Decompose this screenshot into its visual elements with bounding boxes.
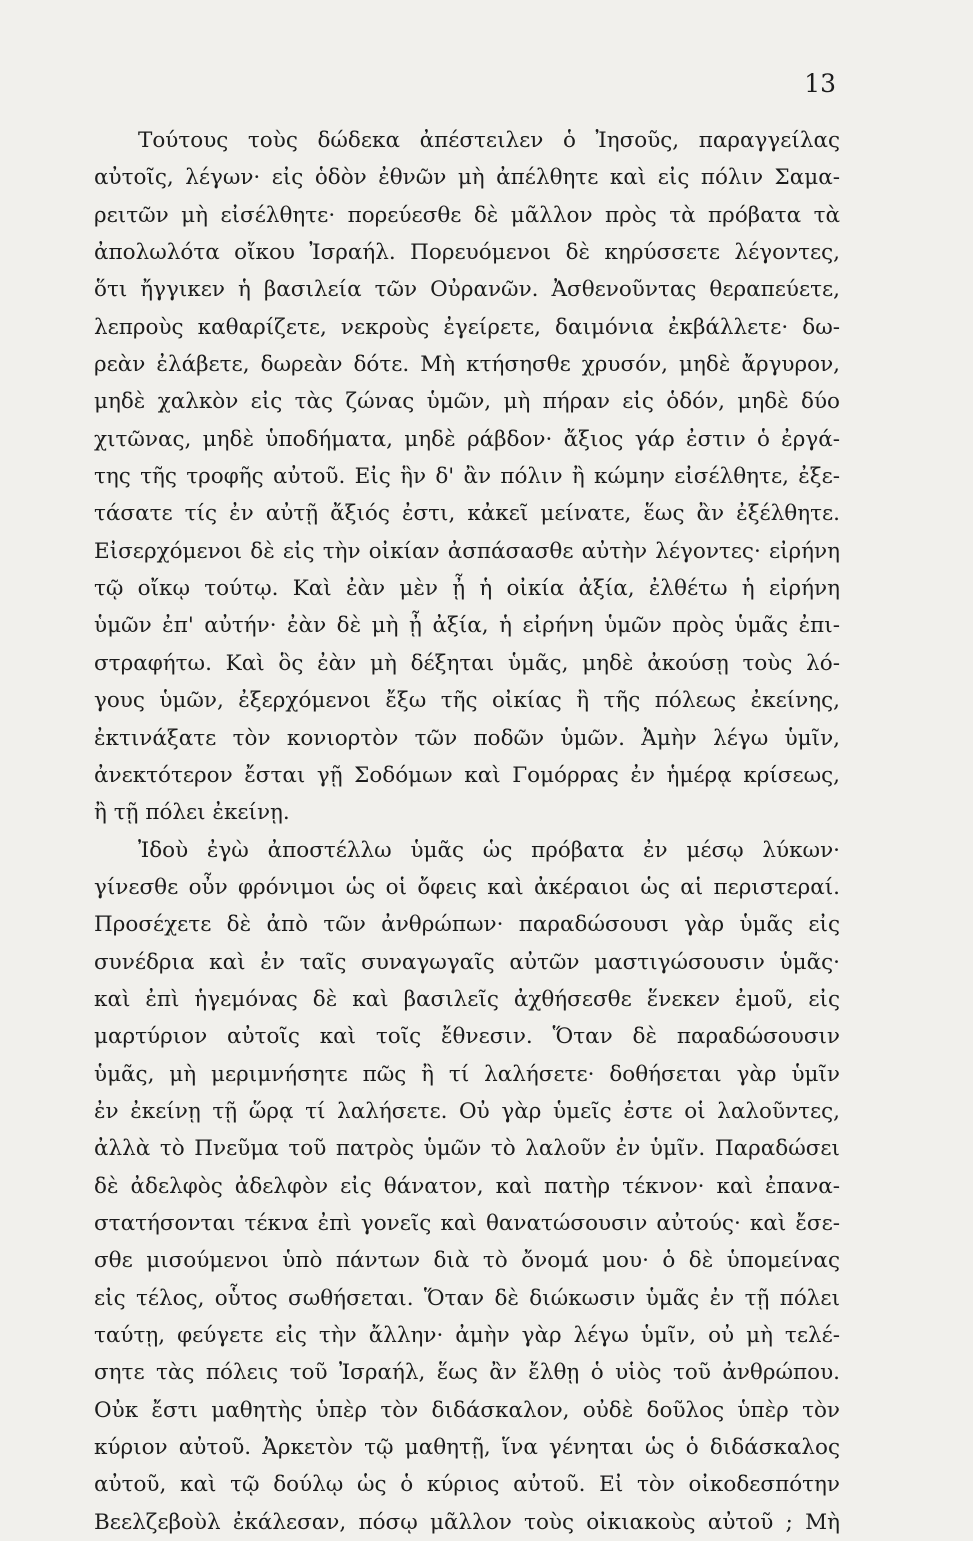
text-line: ὑμῶν ἐπ' αὐτήν· ἐὰν δὲ μὴ ᾖ ἀξία, ἡ εἰρήνη ὑμῶν πρὸς ὑμᾶς ἐπι- xyxy=(94,613,840,639)
text-line: ἐν ἐκείνῃ τῇ ὥρᾳ τί λαλήσετε. Οὐ γὰρ ὑμεῖς ἐστε οἱ λαλοῦντες, xyxy=(94,1098,840,1124)
text-line: μαρτύριον αὐτοῖς καὶ τοῖς ἔθνεσιν. Ὅταν δὲ παραδώσουσιν xyxy=(94,1024,840,1050)
text-line: γους ὑμῶν, ἐξερχόμενοι ἔξω τῆς οἰκίας ἢ τῆς πόλεως ἐκείνης, xyxy=(94,688,840,714)
text-line: στατήσονται τέκνα ἐπὶ γονεῖς καὶ θανατώσουσιν αὐτούς· καὶ ἔσε- xyxy=(94,1210,840,1236)
text-line: αὐτοῖς, λέγων· εἰς ὁδὸν ἐθνῶν μὴ ἀπέλθητε καὶ εἰς πόλιν Σαμα- xyxy=(94,165,840,191)
text-line: λεπροὺς καθαρίζετε, νεκροὺς ἐγείρετε, δαιμόνια ἐκβάλλετε· δω- xyxy=(94,314,840,340)
text-line: ἢ τῇ πόλει ἐκείνῃ. xyxy=(94,800,290,826)
text-line: Βεελζεβοὺλ ἐκάλεσαν, πόσῳ μᾶλλον τοὺς οἰκιακοὺς αὐτοῦ ; Μὴ xyxy=(94,1509,840,1535)
text-line: Οὐκ ἔστι μαθητὴς ὑπὲρ τὸν διδάσκαλον, οὐδὲ δοῦλος ὑπὲρ τὸν xyxy=(94,1397,840,1423)
text-line: τῷ οἴκῳ τούτῳ. Καὶ ἐὰν μὲν ᾖ ἡ οἰκία ἀξία, ἐλθέτω ἡ εἰρήνη xyxy=(94,576,840,602)
text-line: ἀπολωλότα οἴκου Ἰσραήλ. Πορευόμενοι δὲ κηρύσσετε λέγοντες, xyxy=(94,240,840,266)
text-line: Προσέχετε δὲ ἀπὸ τῶν ἀνθρώπων· παραδώσουσι γὰρ ὑμᾶς εἰς xyxy=(94,912,840,938)
text-line: γίνεσθε οὖν φρόνιμοι ὡς οἱ ὄφεις καὶ ἀκέραιοι ὡς αἱ περιστεραί. xyxy=(94,874,840,900)
text-line: ρειτῶν μὴ εἰσέλθητε· πορεύεσθε δὲ μᾶλλον πρὸς τὰ πρόβατα τὰ xyxy=(94,202,840,228)
text-line: καὶ ἐπὶ ἡγεμόνας δὲ καὶ βασιλεῖς ἀχθήσεσθε ἕνεκεν ἐμοῦ, εἰς xyxy=(94,986,840,1012)
text-line: της τῆς τροφῆς αὐτοῦ. Εἰς ἣν δ' ἂν πόλιν ἢ κώμην εἰσέλθητε, ἐξε- xyxy=(94,464,840,490)
text-line: αὐτοῦ, καὶ τῷ δούλῳ ὡς ὁ κύριος αὐτοῦ. Εἰ τὸν οἰκοδεσπότην xyxy=(94,1472,840,1498)
page-text xyxy=(94,122,840,1541)
text-line: σθε μισούμενοι ὑπὸ πάντων διὰ τὸ ὄνομά μου· ὁ δὲ ὑπομείνας xyxy=(94,1248,840,1274)
text-line: εἰς τέλος, οὗτος σωθήσεται. Ὅταν δὲ διώκωσιν ὑμᾶς ἐν τῇ πόλει xyxy=(94,1285,840,1311)
text-line: ρεὰν ἐλάβετε, δωρεὰν δότε. Μὴ κτήσησθε χρυσόν, μηδὲ ἄργυρον, xyxy=(94,352,840,378)
text-line: ὅτι ἤγγικεν ἡ βασιλεία τῶν Οὐρανῶν. Ἀσθενοῦντας θεραπεύετε, xyxy=(94,277,840,303)
text-line: ταύτῃ, φεύγετε εἰς τὴν ἄλλην· ἀμὴν γὰρ λέγω ὑμῖν, οὐ μὴ τελέ- xyxy=(94,1323,840,1348)
text-line: ἀνεκτότερον ἔσται γῇ Σοδόμων καὶ Γομόρρας ἐν ἡμέρᾳ κρίσεως, xyxy=(94,762,840,788)
text-line: ἀλλὰ τὸ Πνεῦμα τοῦ πατρὸς ὑμῶν τὸ λαλοῦν ἐν ὑμῖν. Παραδώσει xyxy=(94,1136,840,1162)
text-line: ὑμᾶς, μὴ μεριμνήσητε πῶς ἢ τί λαλήσετε· δοθήσεται γὰρ ὑμῖν xyxy=(94,1061,840,1087)
text-line: στραφήτω. Καὶ ὃς ἐὰν μὴ δέξηται ὑμᾶς, μηδὲ ἀκούσῃ τοὺς λό- xyxy=(94,650,840,676)
text-line: Ἰδοὺ ἐγὼ ἀποστέλλω ὑμᾶς ὡς πρόβατα ἐν μέσῳ λύκων· xyxy=(138,837,840,863)
page-number: 13 xyxy=(804,69,836,98)
text-line: συνέδρια καὶ ἐν ταῖς συναγωγαῖς αὐτῶν μαστιγώσουσιν ὑμᾶς· xyxy=(94,949,840,975)
text-line: ἐκτινάξατε τὸν κονιορτὸν τῶν ποδῶν ὑμῶν. Ἀμὴν λέγω ὑμῖν, xyxy=(94,725,840,751)
text-line: Τούτους τοὺς δώδεκα ἀπέστειλεν ὁ Ἰησοῦς, παραγγείλας xyxy=(138,128,840,153)
text-line: δὲ ἀδελφὸς ἀδελφὸν εἰς θάνατον, καὶ πατὴρ τέκνον· καὶ ἐπανα- xyxy=(94,1173,840,1199)
text-line: σητε τὰς πόλεις τοῦ Ἰσραήλ, ἕως ἂν ἔλθῃ ὁ υἱὸς τοῦ ἀνθρώπου. xyxy=(94,1360,840,1386)
text-line: τάσατε τίς ἐν αὐτῇ ἄξιός ἐστι, κἀκεῖ μείνατε, ἕως ἂν ἐξέλθητε. xyxy=(94,501,840,527)
text-line: κύριον αὐτοῦ. Ἀρκετὸν τῷ μαθητῇ, ἵνα γένηται ὡς ὁ διδάσκαλος xyxy=(94,1435,840,1461)
text-line: μηδὲ χαλκὸν εἰς τὰς ζώνας ὑμῶν, μὴ πήραν εἰς ὁδόν, μηδὲ δύο xyxy=(94,389,840,415)
text-line: Εἰσερχόμενοι δὲ εἰς τὴν οἰκίαν ἀσπάσασθε αὐτὴν λέγοντες· εἰρήνη xyxy=(94,538,840,564)
text-line: χιτῶνας, μηδὲ ὑποδήματα, μηδὲ ράβδον· ἄξιος γάρ ἐστιν ὁ ἐργά- xyxy=(94,426,840,452)
